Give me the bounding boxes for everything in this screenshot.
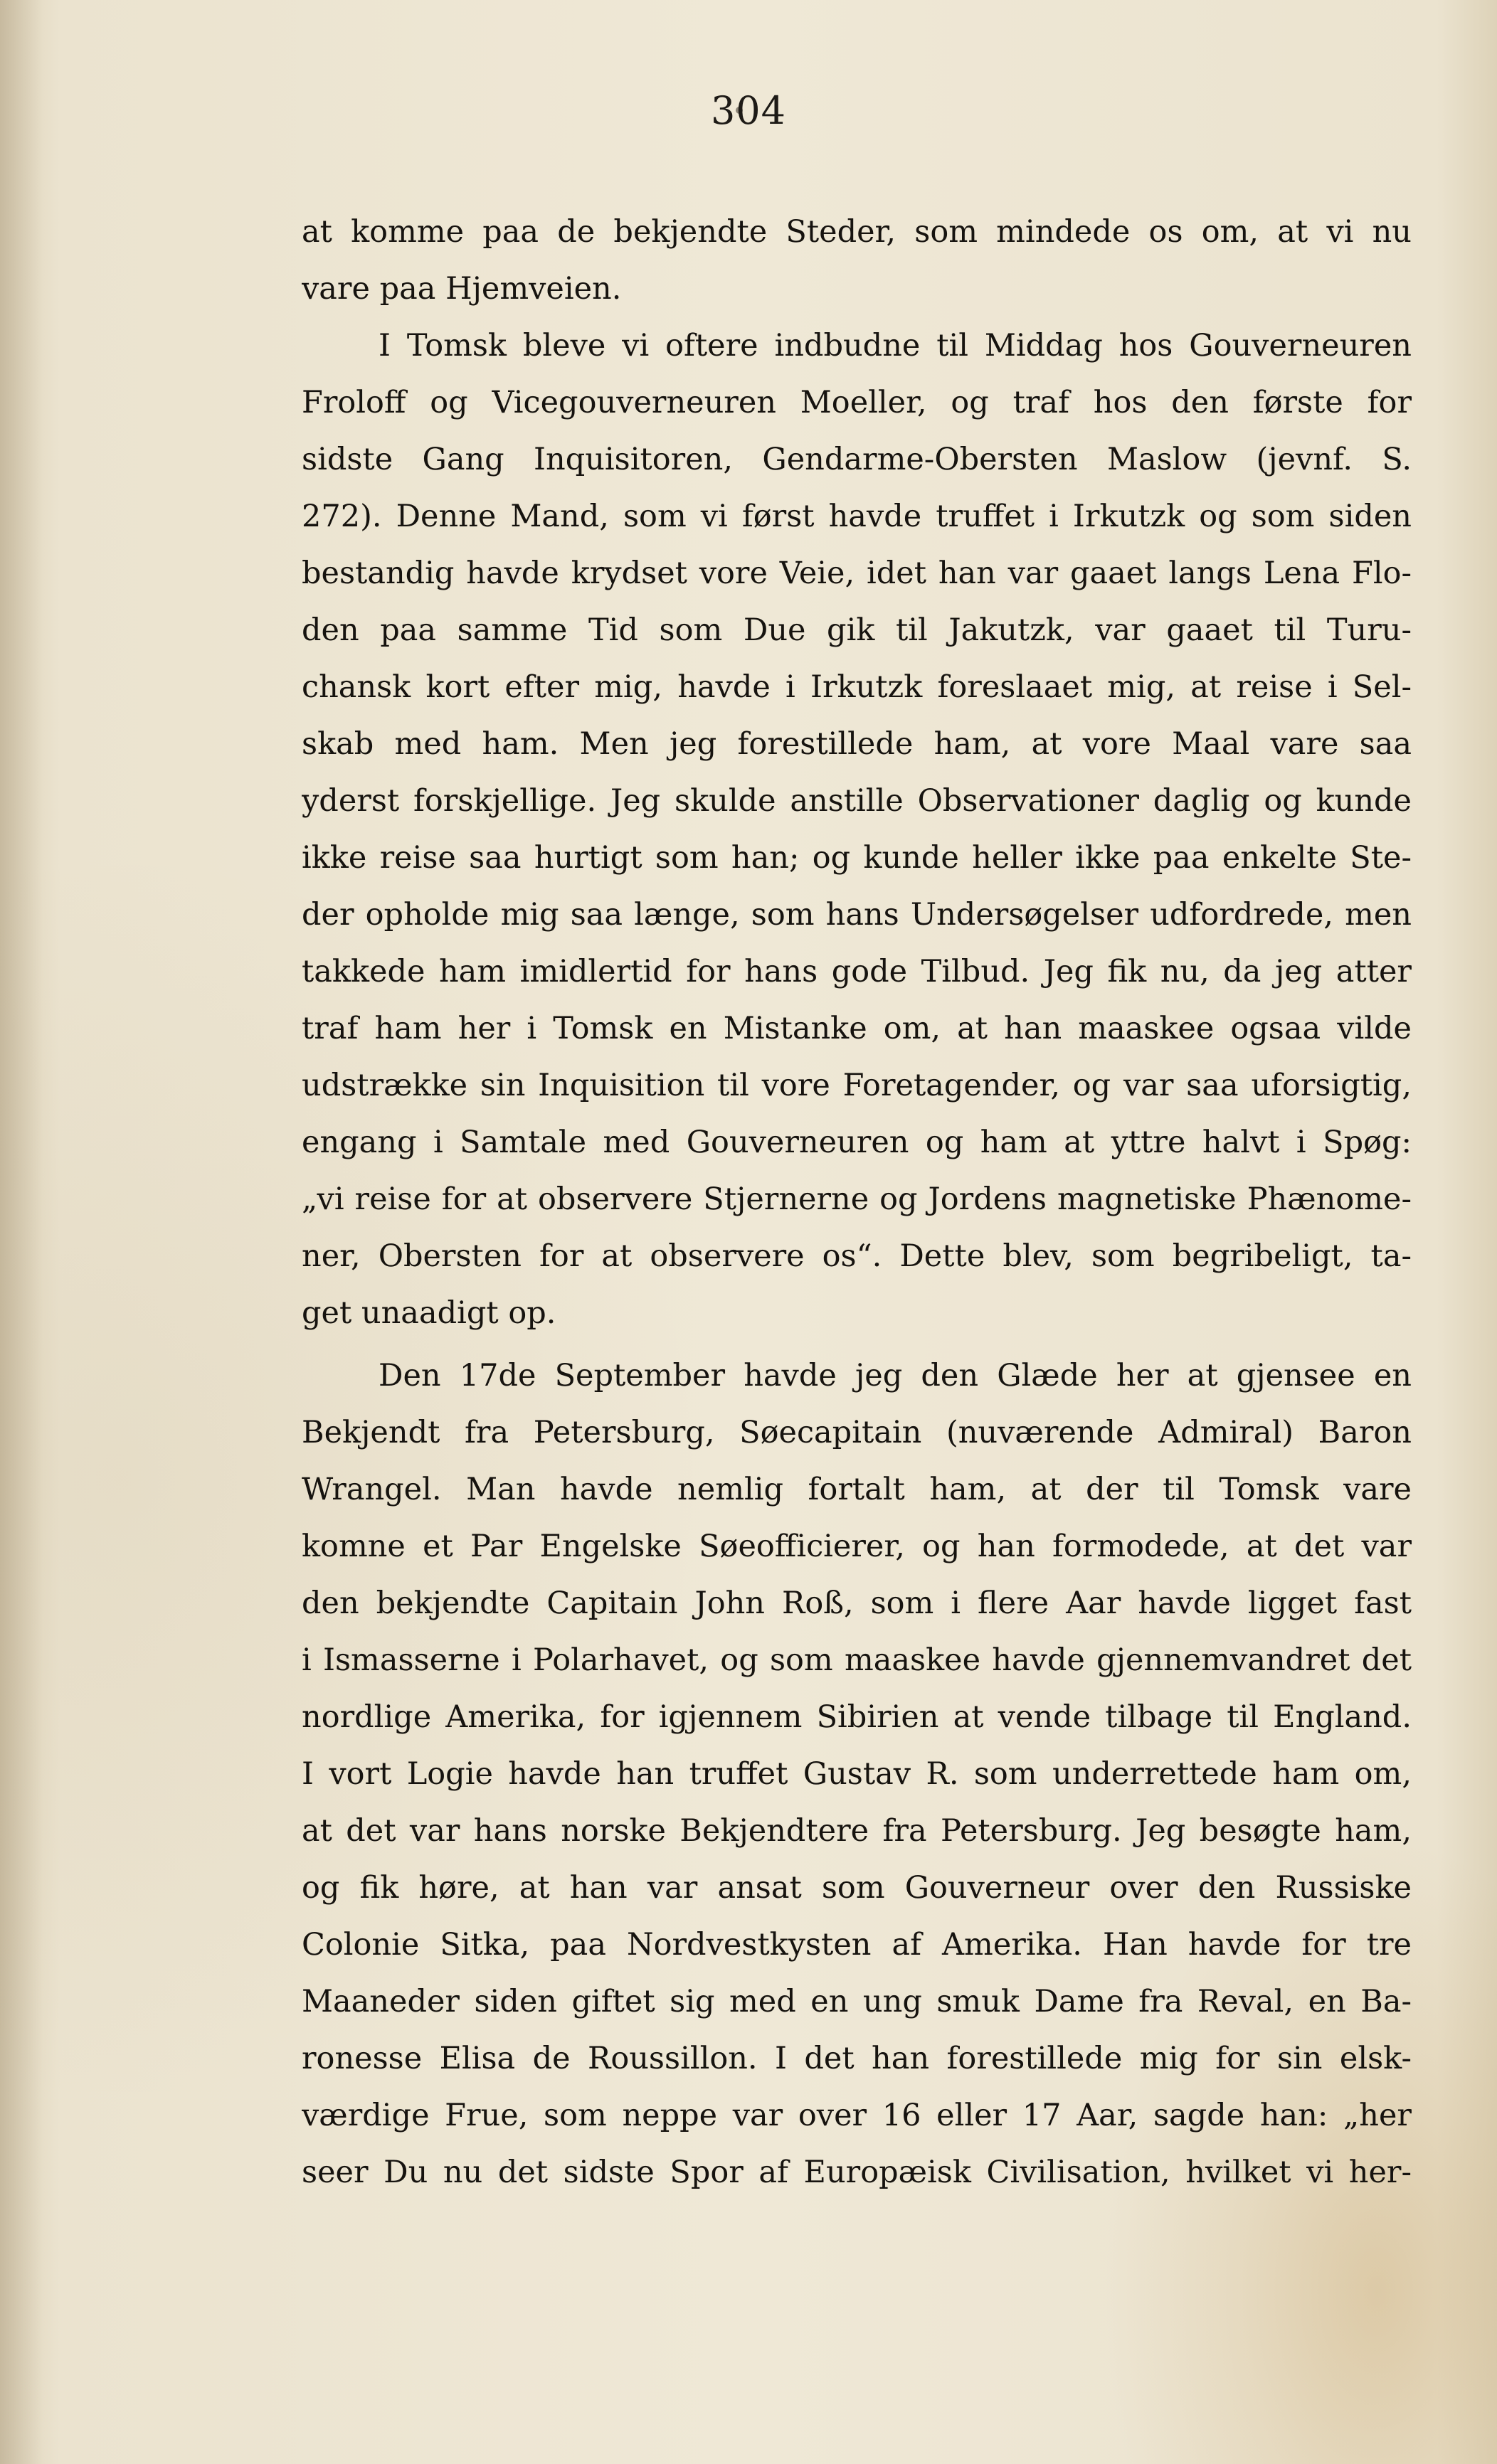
text-line: værdige Frue, som neppe var over 16 eller 17 Aar, sagde han: „her <box>302 2098 1412 2133</box>
text-line: den paa samme Tid som Due gik til Jakutzk, var gaaet til Turu- <box>302 612 1412 648</box>
text-line: at komme paa de bekjendte Steder, som mindede os om, at vi nu <box>302 214 1412 250</box>
text-line: bestandig havde krydset vore Veie, idet han var gaaet langs Lena Flo- <box>302 556 1412 591</box>
text-line: Den 17de September havde jeg den Glæde her at gjensee en <box>379 1358 1412 1393</box>
text-line: yderst forskjellige. Jeg skulde anstille Observationer daglig og kunde <box>302 783 1412 819</box>
text-line: den bekjendte Capitain John Roß, som i flere Aar havde ligget fast <box>302 1586 1412 1621</box>
text-line: i Ismasserne i Polarhavet, og som maaskee havde gjennemvandret det <box>302 1642 1412 1678</box>
text-line: traf ham her i Tomsk en Mistanke om, at han maaskee ogsaa vilde <box>302 1011 1412 1046</box>
text-line: ner, Obersten for at observere os“. Dette blev, som begribeligt, ta- <box>302 1238 1412 1274</box>
page-shadow <box>0 0 43 2464</box>
text-line: I Tomsk bleve vi oftere indbudne til Middag hos Gouverneuren <box>379 328 1412 363</box>
text-line: sidste Gang Inquisitoren, Gendarme-Obersten Maslow (jevnf. S. <box>302 442 1412 477</box>
text-line: get unaadigt op. <box>302 1295 556 1331</box>
text-line: ikke reise saa hurtigt som han; og kunde heller ikke paa enkelte Ste- <box>302 840 1412 876</box>
text-line: Colonie Sitka, paa Nordvestkysten af Amerika. Han havde for tre <box>302 1927 1412 1963</box>
text-line: nordlige Amerika, for igjennem Sibirien at vende tilbage til England. <box>302 1699 1412 1735</box>
text-line: Wrangel. Man havde nemlig fortalt ham, at der til Tomsk vare <box>302 1472 1412 1507</box>
text-line: udstrække sin Inquisition til vore Foretagender, og var saa uforsigtig, <box>302 1068 1412 1103</box>
text-line: vare paa Hjemveien. <box>302 271 622 307</box>
text-line: I vort Logie havde han truffet Gustav R. som underrettede ham om, <box>302 1756 1412 1792</box>
text-line: der opholde mig saa længe, som hans Undersøgelser udfordrede, men <box>302 897 1412 933</box>
text-line: at det var hans norske Bekjendtere fra Petersburg. Jeg besøgte ham, <box>302 1813 1412 1849</box>
text-line: „vi reise for at observere Stjernerne og Jordens magnetiske Phænome- <box>302 1181 1412 1217</box>
text-line: komne et Par Engelske Søeofficierer, og han formodede, at det var <box>302 1529 1412 1564</box>
text-line: Froloff og Vicegouverneuren Moeller, og traf hos den første for <box>302 385 1412 420</box>
text-line: 272). Denne Mand, som vi først havde truffet i Irkutzk og som siden <box>302 499 1412 534</box>
body-text <box>302 203 1412 2201</box>
text-line: engang i Samtale med Gouverneuren og ham at yttre halvt i Spøg: <box>302 1125 1412 1160</box>
text-line: ronesse Elisa de Roussillon. I det han forestillede mig for sin elsk- <box>302 2041 1412 2076</box>
text-line: takkede ham imidlertid for hans gode Tilbud. Jeg fik nu, da jeg atter <box>302 954 1412 989</box>
text-line: Bekjendt fra Petersburg, Søecapitain (nuværende Admiral) Baron <box>302 1415 1412 1450</box>
page-number: 304 <box>710 88 787 133</box>
text-line: og fik høre, at han var ansat som Gouverneur over den Russiske <box>302 1870 1412 1906</box>
text-line: Maaneder siden giftet sig med en ung smuk Dame fra Reval, en Ba- <box>302 1984 1412 2019</box>
text-line: chansk kort efter mig, havde i Irkutzk foreslaaet mig, at reise i Sel- <box>302 669 1412 705</box>
text-line: skab med ham. Men jeg forestillede ham, at vore Maal vare saa <box>302 726 1412 762</box>
text-line: seer Du nu det sidste Spor af Europæisk Civilisation, hvilket vi her- <box>302 2155 1412 2190</box>
